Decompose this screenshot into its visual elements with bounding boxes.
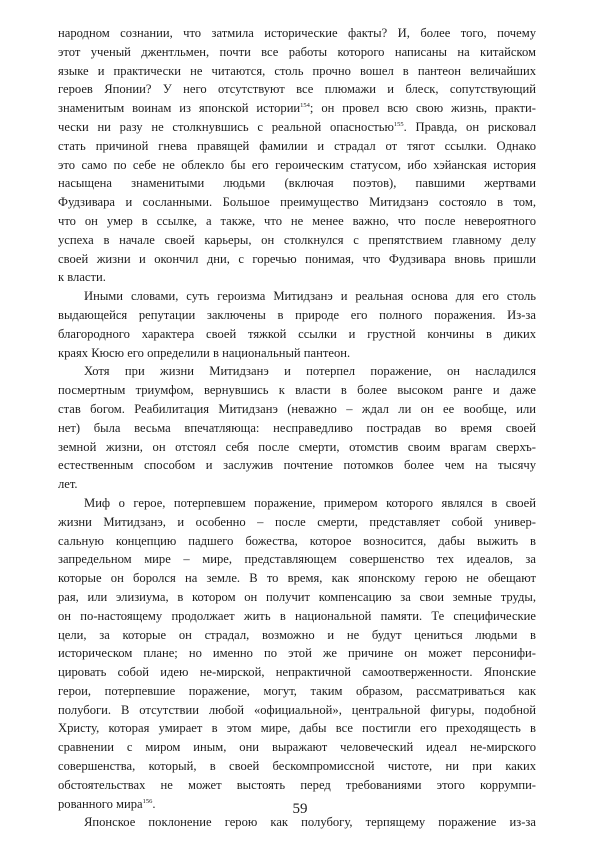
text-line <box>58 193 536 212</box>
text-line <box>58 719 536 738</box>
text-line <box>58 212 536 231</box>
line-text: языке и практически не читаются, столь прочно вошел в пантеон величайших <box>58 63 536 78</box>
line-text: сравнении с миром иным, они выражают человеческий идеал не-мирского <box>58 740 536 755</box>
line-text: став богом. Реабилитация Митидзанэ (неважно – ждал ли он ее вообще, или <box>58 401 536 416</box>
text-line <box>58 250 536 269</box>
text-line <box>58 475 536 494</box>
text-line <box>58 99 536 118</box>
body-text <box>58 24 536 832</box>
line-text: выдающейся репутации заключены в природе его полного поражения. Из-за <box>58 307 536 322</box>
line-text: запредельном мире – мире, представляющем совершенство тех идеалов, за <box>58 552 536 567</box>
paragraph <box>58 494 536 814</box>
line-text: к власти. <box>58 270 106 285</box>
line-text: он по-настоящему продолжает жить в национальной памяти. Те специфические <box>58 608 536 623</box>
text-line <box>58 287 536 306</box>
text-line <box>58 137 536 156</box>
line-text: совершенства, который, в своей бескомпромиссной чистоте, ни при каких <box>58 759 536 774</box>
text-line <box>58 268 536 287</box>
line-text: герои, потерпевшие поражение, могут, таким образом, рассматриваться как <box>58 683 536 698</box>
text-line <box>58 738 536 757</box>
line-text: сальную концепцию падшего божества, которое возносится, дабы выжить в <box>58 533 536 548</box>
text-line <box>58 626 536 645</box>
line-text: лет. <box>58 477 78 492</box>
line-text: цировать собой идею не-мирской, непрактичной самоотверженности. Японские <box>58 665 536 680</box>
paragraph <box>58 362 536 494</box>
line-text: благородного характера своей тяжкой ссылки и грустной кончины в диких <box>58 326 536 341</box>
line-text: естественным способом и заслужив почтение потомков более чем на тысячу <box>58 458 536 473</box>
line-text: Фудзивара и сосланными. Большое преимущество Митидзанэ состояло в том, <box>58 195 536 210</box>
line-text: Миф о герое, потерпевшем поражение, примером которого являлся в своей <box>84 495 536 510</box>
text-line <box>58 588 536 607</box>
line-text-continued: ; он провел всю свою жизнь, практи- <box>309 101 536 116</box>
text-line <box>58 325 536 344</box>
footnote-marker: 154 <box>300 102 310 109</box>
line-text: что он умер в ссылке, а также, что не менее важно, что после невероятного <box>58 213 536 228</box>
text-line <box>58 532 536 551</box>
line-text: рая, или элизиума, в котором он получит компенсацию за свои земные труды, <box>58 589 536 604</box>
text-line <box>58 569 536 588</box>
text-line <box>58 456 536 475</box>
text-line <box>58 80 536 99</box>
text-line <box>58 438 536 457</box>
footnote-marker: 156 <box>142 797 153 805</box>
line-text: посмертным триумфом, вернувшись к власти в более высоком ранге и даже <box>58 383 536 398</box>
text-line <box>58 776 536 795</box>
line-text: насыщена знаменитыми людьми (включая поэтов), павшими жертвами <box>58 176 536 191</box>
text-line <box>58 663 536 682</box>
line-text: Японское поклонение герою как полубогу, терпящему поражение из-за <box>84 815 536 830</box>
text-line <box>58 362 536 381</box>
text-line <box>58 43 536 62</box>
text-line <box>58 494 536 513</box>
line-text: Хотя при жизни Митидзанэ и потерпел поражение, он насладился <box>84 364 536 379</box>
line-text-continued: . Правда, он рисковал <box>403 119 536 134</box>
line-text: знаменитым воинам из японской истории <box>58 101 301 116</box>
text-line <box>58 682 536 701</box>
line-text-continued: . <box>152 796 156 811</box>
text-line <box>58 513 536 532</box>
line-text: рованного мира <box>58 796 143 811</box>
line-text: краях Кюсю его определили в национальный пантеон. <box>58 345 351 360</box>
text-line <box>58 550 536 569</box>
line-text: Иными словами, суть героизма Митидзанэ и реальная основа для его столь <box>84 289 536 304</box>
text-line <box>58 757 536 776</box>
line-text: это само по себе не облекло бы его героическим статусом, ибо хэйанская история <box>58 157 536 172</box>
line-text: нет) была весьма впечатляюща: несправедливо пострадав во время своей <box>58 420 536 435</box>
line-text: Христу, которая умирает в этом мире, дабы все постигли его преходящесть в <box>58 721 536 736</box>
paragraph <box>58 287 536 362</box>
line-text: своей жизни и окончил дни, с горечью понимая, что Фудзивара вновь пришли <box>58 251 536 266</box>
text-line <box>58 174 536 193</box>
text-line <box>58 381 536 400</box>
line-text: этот ученый джентльмен, почти все работы которого написаны на китайском <box>58 44 536 59</box>
line-text: полубоги. В отсутствии любой «официальной», центральной фигуры, подобной <box>58 702 536 717</box>
footnote-marker: 155 <box>393 120 404 128</box>
text-line <box>58 156 536 175</box>
text-line <box>58 118 536 137</box>
line-text: героев Японии? У него отсутствуют все плюмажи и блеск, сопутствующий <box>58 82 536 97</box>
line-text: цели, за которые он страдал, возможно и не будут цениться людьми в <box>58 627 536 642</box>
line-text: народном сознании, что затмила исторические факты? И, более того, почему <box>58 26 536 40</box>
line-text: которые он боролся на земле. В то время, как японскому герою не обещают <box>58 571 536 586</box>
text-line <box>58 701 536 720</box>
line-text: успеха в начале своей карьеры, он столкнулся с препятствием главному делу <box>58 232 536 247</box>
line-text: чески ни разу не столкнувшись с реальной опасностью <box>58 119 394 134</box>
text-line <box>58 306 536 325</box>
line-text: стать причиной гнева правящей фамилии и страдал от тягот ссылки. Однако <box>58 138 536 153</box>
text-line <box>58 607 536 626</box>
text-line <box>58 419 536 438</box>
text-line <box>58 400 536 419</box>
text-line <box>58 344 536 363</box>
text-line <box>58 644 536 663</box>
paragraph <box>58 24 536 287</box>
page-number: 59 <box>292 801 308 817</box>
text-line <box>58 62 536 81</box>
line-text: жизни Митидзанэ, и особенно – после смерти, представляет собой универ- <box>58 514 536 529</box>
line-text: земной жизни, он отстоял себя после смерти, отомстив своим врагам сверхъ- <box>58 439 536 454</box>
text-line <box>58 231 536 250</box>
line-text: обстоятельствах не может выстоять перед требованиями этого коррумпи- <box>58 777 536 792</box>
line-text: историческом плане; но именно по этой же причине он может персонифи- <box>58 646 536 661</box>
text-line <box>58 24 536 43</box>
